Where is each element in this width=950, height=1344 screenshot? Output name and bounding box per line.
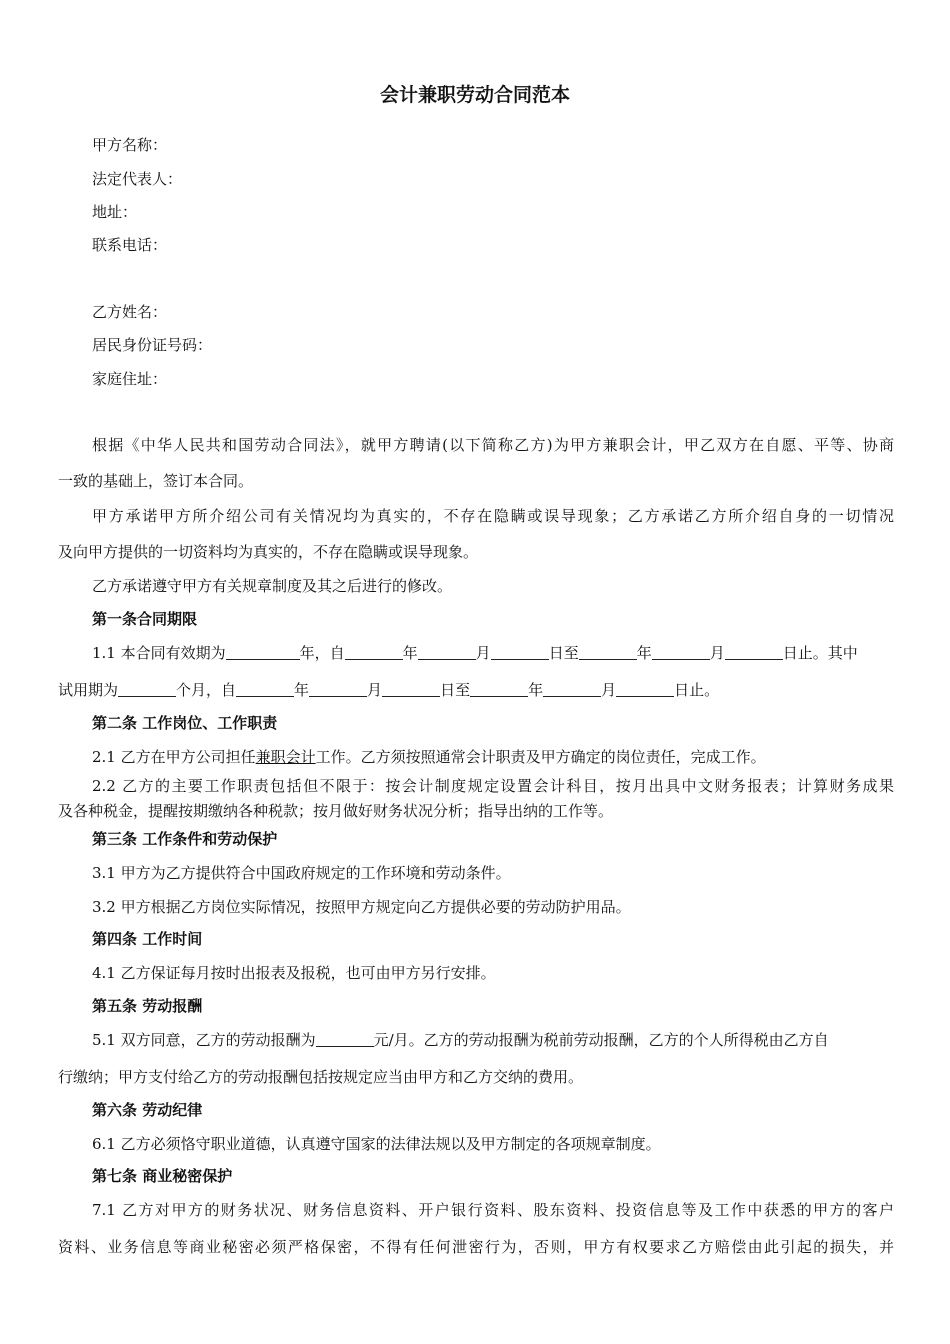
page-title: 会计兼职劳动合同范本 — [379, 84, 570, 106]
clause-1-1: 1.1 本合同有效期为 年，自 年 月 日至 年 月 日止。其中 — [92, 644, 858, 662]
article-2-heading: 第二条 工作岗位、工作职责 — [92, 714, 278, 732]
start-year-blank[interactable] — [345, 645, 403, 660]
position-underlined: 兼职会计 — [255, 748, 316, 766]
party-b-name-label: 乙方姓名： — [92, 303, 168, 321]
end-year-blank[interactable] — [579, 645, 637, 660]
trial-start-month-blank[interactable] — [309, 682, 367, 697]
end-month-blank[interactable] — [652, 645, 710, 660]
party-b-id-label: 居民身份证号码： — [92, 336, 213, 354]
clause-4-1: 4.1 乙方保证每月按时出报表及报税，也可由甲方另行安排。 — [92, 964, 496, 982]
clause-2-2-line2: 及各种税金，提醒按期缴纳各种税款；按月做好财务状况分析；指导出纳的工作等。 — [58, 802, 614, 820]
clause-6-1: 6.1 乙方必须恪守职业道德，认真遵守国家的法律法规以及甲方制定的各项规章制度。 — [92, 1135, 661, 1153]
trial-start-year-blank[interactable] — [236, 682, 294, 697]
article-7-heading: 第七条 商业秘密保护 — [92, 1167, 233, 1185]
preamble-p1-line1: 根据《中华人民共和国劳动合同法》，就甲方聘请(以下简称乙方)为甲方兼职会计，甲乙双方在自愿、平等、协商 — [92, 436, 894, 454]
clause-2-1: 2.1 乙方在甲方公司担任兼职会计工作。乙方须按照通常会计职责及甲方确定的岗位责任，完成工作。 — [92, 748, 766, 766]
end-day-blank[interactable] — [725, 645, 783, 660]
trial-end-day-blank[interactable] — [616, 682, 674, 697]
clause-2-2-line1: 2.2 乙方的主要工作职责包括但不限于：按会计制度规定设置会计科目，按月出具中文财务报表；计算财务成果 — [92, 777, 894, 795]
article-6-heading: 第六条 劳动纪律 — [92, 1101, 203, 1119]
clause-5-1-line1: 5.1 双方同意，乙方的劳动报酬为 元/月。乙方的劳动报酬为税前劳动报酬，乙方的个人所得税由乙方自 — [92, 1031, 829, 1049]
party-b-address-label: 家庭住址： — [92, 370, 168, 388]
clause-1-1-trial: 试用期为 个月，自 年 月 日至 年 月 日止。 — [58, 681, 720, 699]
party-a-address-label: 地址： — [92, 203, 138, 221]
clause-5-1-line2: 行缴纳；甲方支付给乙方的劳动报酬包括按规定应当由甲方和乙方交纳的费用。 — [58, 1068, 584, 1086]
article-4-heading: 第四条 工作时间 — [92, 930, 203, 948]
preamble-p1-line2: 一致的基础上，签订本合同。 — [58, 472, 254, 490]
preamble-p3: 乙方承诺遵守甲方有关规章制度及其之后进行的修改。 — [92, 577, 453, 595]
trial-start-day-blank[interactable] — [382, 682, 440, 697]
start-month-blank[interactable] — [418, 645, 476, 660]
term-years-blank[interactable] — [226, 645, 300, 660]
trial-end-month-blank[interactable] — [543, 682, 601, 697]
clause-7-1-line1: 7.1 乙方对甲方的财务状况、财务信息资料、开户银行资料、股东资料、投资信息等及工作中获悉的甲方的客户 — [92, 1201, 894, 1219]
trial-end-year-blank[interactable] — [470, 682, 528, 697]
clause-3-1: 3.1 甲方为乙方提供符合中国政府规定的工作环境和劳动条件。 — [92, 864, 511, 882]
article-5-heading: 第五条 劳动报酬 — [92, 997, 203, 1015]
preamble-p2-line2: 及向甲方提供的一切资料均为真实的，不存在隐瞒或误导现象。 — [58, 543, 479, 561]
party-a-phone-label: 联系电话： — [92, 236, 168, 254]
trial-months-blank[interactable] — [118, 682, 176, 697]
preamble-p2-line1: 甲方承诺甲方所介绍公司有关情况均为真实的，不存在隐瞒或误导现象；乙方承诺乙方所介绍自身的一切情况 — [92, 507, 894, 525]
article-1-heading: 第一条合同期限 — [92, 610, 198, 628]
clause-3-2: 3.2 甲方根据乙方岗位实际情况，按照甲方规定向乙方提供必要的劳动防护用品。 — [92, 898, 631, 916]
clause-7-1-line2: 资料、业务信息等商业秘密必须严格保密，不得有任何泄密行为，否则，甲方有权要求乙方赔偿由此引起的损失，并 — [58, 1238, 894, 1256]
party-a-rep-label: 法定代表人： — [92, 170, 183, 188]
salary-amount-blank[interactable] — [316, 1032, 374, 1047]
party-a-name-label: 甲方名称： — [92, 136, 168, 154]
start-day-blank[interactable] — [491, 645, 549, 660]
article-3-heading: 第三条 工作条件和劳动保护 — [92, 830, 278, 848]
